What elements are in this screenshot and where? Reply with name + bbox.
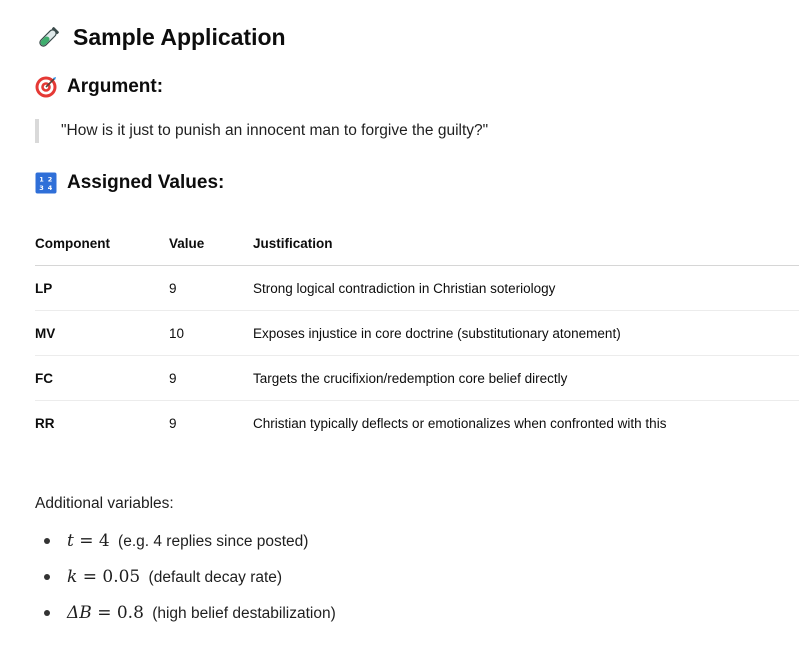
target-icon: [35, 76, 57, 98]
math-operator: =: [97, 603, 112, 623]
argument-heading: [35, 76, 163, 98]
table-row: [35, 356, 799, 401]
list-item-note: (high belief destabilization): [152, 605, 336, 622]
math-variable: t: [67, 531, 74, 551]
svg-text:4: 4: [47, 184, 53, 192]
cell-component: MV: [35, 311, 169, 356]
table-header-row: [35, 222, 799, 266]
cell-component: LP: [35, 266, 169, 311]
cell-value: 9: [169, 266, 253, 311]
assigned-values-heading: [35, 172, 224, 194]
list-item-note: (e.g. 4 replies since posted): [118, 533, 309, 550]
column-header-component: Component: [35, 222, 169, 266]
column-header-justification: Justification: [253, 222, 799, 266]
math-expression: [67, 567, 140, 587]
assigned-values-table: [35, 222, 799, 445]
cell-justification: Targets the crucifixion/redemption core belief directly: [253, 356, 799, 401]
cell-value: 10: [169, 311, 253, 356]
list-item: [35, 564, 336, 600]
list-item: [35, 600, 336, 636]
argument-quote: "How is it just to punish an innocent man to forgive the guilty?": [35, 119, 488, 143]
math-value: 0.8: [116, 603, 144, 623]
math-expression: [67, 603, 144, 623]
table-row: [35, 311, 799, 356]
cell-component: RR: [35, 415, 55, 431]
math-operator: =: [79, 531, 94, 551]
bullet-icon: [44, 538, 50, 544]
svg-text:3: 3: [39, 184, 44, 192]
test-tube-icon: [35, 25, 61, 51]
column-header-value: Value: [169, 222, 253, 266]
cell-component: FC: [35, 356, 169, 401]
math-variable: k: [67, 567, 78, 587]
math-value: 0.05: [102, 567, 141, 587]
svg-text:1: 1: [39, 175, 44, 184]
svg-text:2: 2: [47, 175, 53, 184]
table-row: [35, 401, 799, 446]
cell-value: 9: [169, 415, 177, 431]
page-title-text: Sample Application: [73, 24, 286, 50]
list-item-note: (default decay rate): [148, 569, 283, 586]
list-item: [35, 528, 336, 564]
bullet-icon: [44, 610, 50, 616]
math-operator: =: [82, 567, 97, 587]
numbers-icon: [35, 172, 57, 194]
table-row: [35, 266, 799, 311]
cell-justification: Exposes injustice in core doctrine (substitutionary atonement): [253, 311, 799, 356]
math-value: 4: [98, 531, 110, 551]
additional-variables-list: [35, 528, 336, 636]
argument-heading-text: Argument:: [67, 76, 164, 97]
cell-value: 9: [169, 356, 253, 401]
bullet-icon: [44, 574, 50, 580]
math-expression: [67, 531, 110, 551]
page-title: [35, 24, 286, 51]
cell-justification: Christian typically deflects or emotionalizes when confronted with this: [253, 415, 667, 431]
additional-variables-label: Additional variables:: [35, 495, 174, 512]
assigned-values-heading-text: Assigned Values:: [67, 172, 225, 193]
cell-justification: Strong logical contradiction in Christian soteriology: [253, 266, 799, 311]
math-variable: ΔB: [67, 603, 92, 623]
